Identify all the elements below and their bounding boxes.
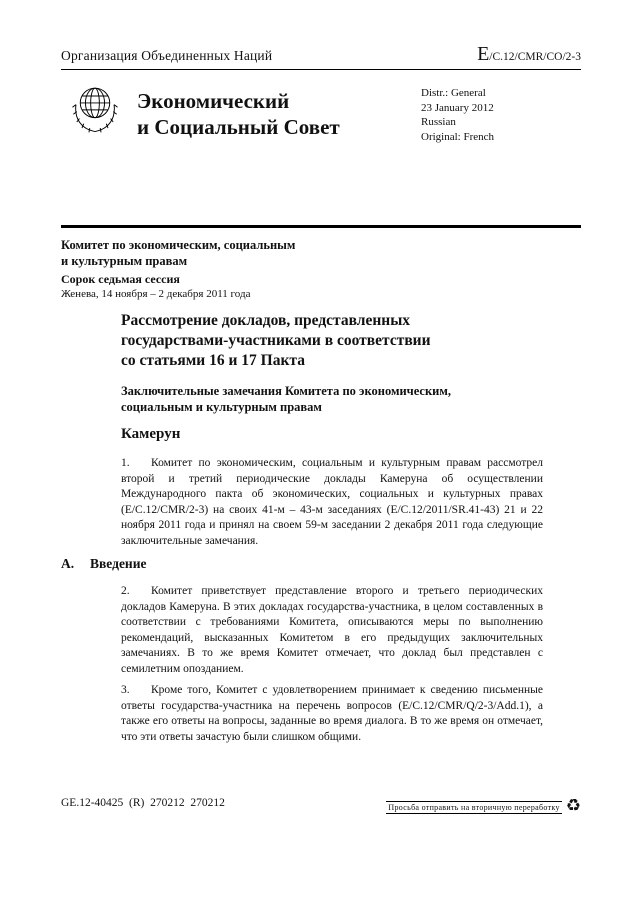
section-a-label: A. <box>61 556 75 571</box>
recycle-notice <box>386 797 581 814</box>
paragraph-3-text: Кроме того, Комитет с удовлетворением принимает к сведению письменные ответы государства-участника на перечень вопросов (E/C.12/CMR/Q/2-3/Add.1), а также его ответы на вопросы, заданные во время диалога. В то же время он отмечает, что эти ответы зачастую были слишком общими. <box>121 684 543 743</box>
paragraph-2-text: Комитет приветствует представление второго и третьего периодических докладов Камеруна. В этих докладах государства-участника, в целом составленных в соответствии с требованиями Комитета, описываются меры по выполнению рекомендаций, высказанных Комитетом в его предыдущих заключительных замечаниях. В то же время Комитет отмечает, что доклад был представлен с семилетним опозданием. <box>121 585 543 675</box>
distr-line: Distr.: General <box>421 87 486 99</box>
paragraph-3-number: 3. <box>121 684 130 696</box>
masthead-divider <box>61 225 581 228</box>
document-subtitle-line1: Заключительные замечания Комитета по экономическим, <box>121 384 452 398</box>
document-title <box>121 311 431 371</box>
doc-symbol-rest: /C.12/CMR/CO/2-3 <box>489 51 581 63</box>
country-heading: Камерун <box>121 426 181 442</box>
council-title-line2: и Социальный Совет <box>137 115 340 139</box>
original-line: Original: French <box>421 130 495 143</box>
committee-venue: Женева, 14 ноября – 2 декабря 2011 года <box>61 288 251 300</box>
document-title-line3: со статьями 16 и 17 Пакта <box>121 352 305 369</box>
council-title-line1: Экономический <box>137 89 290 113</box>
committee-session: Сорок седьмая сессия <box>61 272 180 286</box>
document-footer <box>61 797 581 814</box>
footer-reference: GE.12-40425 (R) 270212 270212 <box>61 797 225 809</box>
distribution-block <box>421 80 581 144</box>
document-header <box>61 44 581 64</box>
document-subtitle <box>121 383 451 415</box>
document-title-line1: Рассмотрение докладов, представленных <box>121 312 411 329</box>
doc-symbol-letter: E <box>477 43 490 65</box>
document-subtitle-line2: социальным и культурным правам <box>121 400 322 414</box>
recycle-notice-text: Просьба отправить на вторичную переработку <box>388 803 560 812</box>
committee-block <box>61 237 295 301</box>
paragraph-3 <box>121 683 543 745</box>
language-line: Russian <box>421 116 456 128</box>
paragraph-1-number: 1. <box>121 457 130 469</box>
org-name: Организация Объединенных Наций <box>61 48 273 63</box>
section-a-heading <box>61 556 146 572</box>
date-line: 23 January 2012 <box>421 101 494 114</box>
paragraph-1-text: Комитет по экономическим, социальным и культурным правам рассмотрел второй и третий периодические доклады Камеруна об осуществлении Международного пакта об экономических, социальных и культурных правах (E/C.12/CMR/2-3) на своих 41-м – 43-м заседаниях (E/C.12/2011/SR.41-43) 21 и 22 ноября 2011 года и принял на своем 59-м заседании 2 декабря 2011 года следующие заключительные замечания. <box>121 457 543 547</box>
committee-name-line1: Комитет по экономическим, социальным <box>61 238 296 252</box>
header-divider <box>61 69 581 70</box>
un-emblem-icon <box>69 80 121 138</box>
paragraph-2 <box>121 584 543 677</box>
council-title <box>137 80 421 144</box>
paragraph-2-number: 2. <box>121 585 130 597</box>
committee-name-line2: и культурным правам <box>61 254 188 268</box>
masthead <box>61 80 581 144</box>
paragraph-1 <box>121 456 543 549</box>
section-a-title: Введение <box>90 556 147 571</box>
recycle-icon: ♻ <box>565 796 581 815</box>
doc-symbol <box>477 44 581 64</box>
document-title-line2: государствами-участниками в соответствии <box>121 332 431 349</box>
